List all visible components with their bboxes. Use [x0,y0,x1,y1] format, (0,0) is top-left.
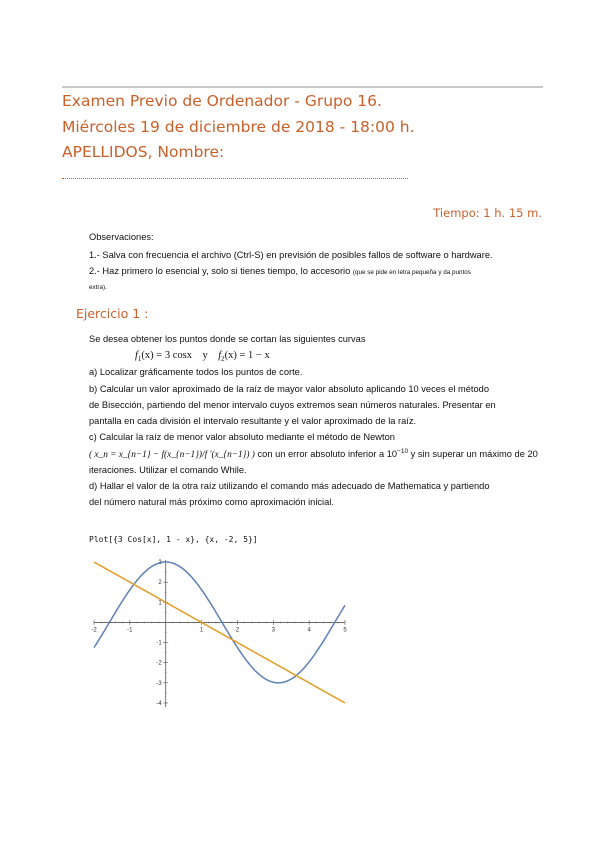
header-date: Miércoles 19 de diciembre de 2018 - 18:00 h. [62,118,415,136]
part-b-line1: b) Calcular un valor aproximado de la raíz de mayor valor absoluto aplicando 10 veces el método [89,384,489,394]
part-b-line3: pantalla en cada división el intervalo resultante y el valor aproximado de la raíz. [89,416,417,426]
y-tick-label: -3 [156,680,162,687]
observations-title: Observaciones: [89,232,154,242]
f1-expr: (x) = 3 cosx [141,350,192,361]
header-name-label: APELLIDOS, Nombre: [62,143,225,161]
part-d-line1: d) Hallar el valor de la otra raíz utilizando el comando más adecuado de Mathematica y partiendo [89,481,490,491]
plot-command: Plot[{3 Cos[x], 1 - x}, {x, -2, 5}] [89,535,258,544]
y-tick-label: 3 [158,560,162,567]
y-tick-label: -2 [156,660,162,667]
part-c-line1: c) Calcular la raíz de menor valor absoluto mediante el método de Newton [89,432,395,442]
x-tick-label: 1 [199,627,204,634]
part-a: a) Localizar gráficamente todos los puntos de corte. [89,367,303,377]
x-tick-label: 5 [343,627,347,634]
time-label: Tiempo: 1 h. 15 m. [433,206,542,220]
formula-separator: y [202,350,208,361]
x-tick-label: 4 [307,627,311,634]
observation-1: 1.- Salva con frecuencia el archivo (Ctrl-S) en previsión de posibles fallos de software o hardware. [89,250,493,260]
x-tick-label: -2 [91,627,97,634]
exercise-title: Ejercicio 1 : [76,306,149,321]
header-title: Examen Previo de Ordenador - Grupo 16. [62,92,382,110]
f2-expr: (x) = 1 − x [224,350,270,361]
part-c-text2: y sin superar un máximo de 20 [410,449,538,460]
f1-name: f [135,350,138,361]
x-tick-label: 2 [235,627,240,634]
newton-formula: ( x_n = x_{n−1} − f(x_{n−1})/f '(x_{n−1}) ) [89,450,255,461]
f2-sub: 2 [221,355,225,364]
observation-2-small: (que se pide en letra pequeña y da puntos [352,269,471,276]
exercise-intro: Se desea obtener los puntos donde se cortan las siguientes curvas [89,334,366,344]
f2-name: f [218,350,222,361]
part-b-line2: de Bisección, partiendo del menor intervalo cuyos extremos sean números naturales. Presentar en [89,400,496,410]
x-tick-label: 3 [271,627,275,634]
y-tick-label: 1 [158,600,162,607]
part-c-line3: iteraciones. Utilizar el comando While. [89,465,247,475]
f1-sub: 1 [137,355,142,364]
part-c-text: con un error absoluto inferior a 10 [257,449,398,460]
part-d-line2: del número natural más próximo como aproximación inicial. [89,497,334,507]
observation-2-text: 2.- Haz primero lo esencial y, solo si tienes tiempo, lo accesorio [89,266,351,276]
y-tick-label: -1 [156,640,162,647]
plot-axes [94,560,345,707]
part-c-exp: −10 [397,448,409,455]
y-tick-label: -4 [156,700,162,707]
y-tick-label: 2 [158,580,162,587]
observation-2-small-cont: extra). [89,284,107,291]
x-tick-label: -1 [127,627,133,634]
